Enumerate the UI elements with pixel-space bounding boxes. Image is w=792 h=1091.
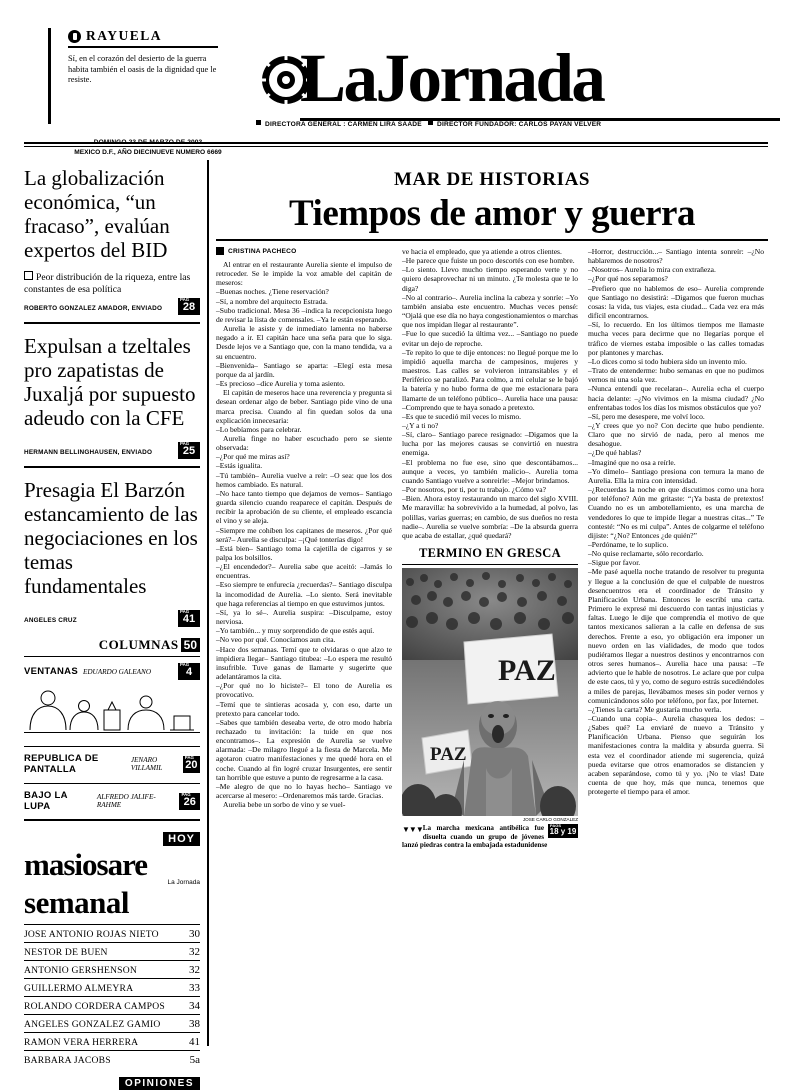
- opinion-author: RAMON VERA HERRERA: [24, 1036, 139, 1048]
- square-bullet-icon: [216, 247, 224, 255]
- page-reference-badge[interactable]: [178, 663, 200, 680]
- masthead: [24, 20, 768, 160]
- opinion-author: BARBARA JACOBS: [24, 1054, 111, 1066]
- news-photo: [402, 568, 578, 816]
- paragraph: –¿De qué hablas?: [588, 448, 642, 458]
- divider: [24, 656, 200, 657]
- banner-text-2: PAZ: [430, 744, 467, 765]
- left-column: [24, 156, 200, 1091]
- photo-credit: JOSE CARLO GONZALEZ: [522, 817, 578, 822]
- article-column-1: [216, 247, 392, 850]
- opinion-author: ANTONIO GERSHENSON: [24, 964, 137, 976]
- hoy-badge: HOY: [163, 832, 200, 846]
- list-item[interactable]: [24, 1014, 200, 1032]
- page-label: PAG: [181, 791, 191, 797]
- cartoon-illustration: [24, 684, 200, 738]
- paragraph: –Nosotros– Aurelia lo mira con extrañeza.: [588, 265, 716, 275]
- opinion-author: ANGELES GONZALEZ GAMIO: [24, 1018, 161, 1030]
- page-number: 18 y 19: [549, 827, 577, 836]
- opinion-page: 33: [189, 981, 200, 994]
- paragraph: –¿Recuerdas la noche en que discutimos como una hora por teléfono? Aún me gritaste: “¡Ya basta de pretextos! Cuando no es un ambotellamiento, es una marcha de vendedores lo que te impide llegar a nuestras citas...” Te contesté: “No es mi culpa”. Antes de colgarme el teléfono dijiste: “¿No? Entonces ¿de quién?”: [588, 485, 764, 540]
- page-number: 25: [182, 445, 196, 457]
- list-item[interactable]: [24, 924, 200, 942]
- column-author: JENARO VILLAMIL: [130, 756, 163, 772]
- photo-caption-text: La marcha mexicana antibélica fue disuelta cuando un grupo de jóvenes lanzó piedras contra la embajada estadunidense: [402, 824, 548, 850]
- list-item[interactable]: [24, 1032, 200, 1050]
- page-number: 26: [183, 795, 196, 808]
- paragraph: –Fue lo que sucedió la última vez... –Santiago no puede evitar un dejo de reproche.: [402, 329, 578, 348]
- column-author: ALFREDO JALIFE-RAHME: [96, 793, 156, 809]
- article-title: Tiempos de amor y guerra: [289, 193, 695, 234]
- left-story[interactable]: [24, 166, 200, 315]
- paragraph: –No hace tanto tiempo que dejamos de vernos– Santiago guarda silencio cuando reaparece el capitán. Después de recibir la aprobación de su cliente, el empleado escancia el vino y se aleja.: [216, 488, 392, 526]
- paragraph: –No quise reclamarte, sólo recordarlo.: [588, 549, 704, 559]
- masthead-rule: [24, 142, 768, 144]
- paragraph: –Cuando una copia–. Aurelia chasquea los dedos: –¿Sabes qué? La enviaré de nuevo a Tránsito y Planificación Urbana. Pienso que seguirán los manifestaciones contra la maldita y absurda guerra. Si esta vez el coordinador atiende mi sugerencia, quizá pueda evitarse que otros enamorados se distancien y acaben separándose, como tú y yo. ¡No te vías! Date cuenta de que hoy, más que nunca, tenemos que protegerte el tiempo para el amor.: [588, 713, 764, 797]
- rayuela-box: [68, 28, 218, 86]
- photo-block: [402, 546, 578, 850]
- arrow-icon: ▼▼▼: [402, 825, 423, 834]
- paragraph: –Temí que te sintieras acosada y, con eso, darte un pretexto para cancelar todo.: [216, 699, 392, 718]
- opinion-page: 38: [189, 1017, 200, 1030]
- title-rule: [216, 239, 768, 241]
- column-author: EDUARDO GALEANO: [82, 667, 152, 676]
- list-item[interactable]: [24, 1050, 200, 1068]
- credit-founder: DIRECTOR FUNDADOR: CARLOS PAYAN VELVER: [436, 121, 602, 128]
- divider: [24, 466, 200, 468]
- lajornada-small-label: La Jornada: [167, 879, 200, 886]
- masthead-credits: [256, 120, 601, 128]
- article-columns: [216, 247, 768, 850]
- square-bullet-icon: [24, 271, 33, 280]
- page-reference-badge[interactable]: [178, 442, 200, 459]
- paragraph: –Es precioso –dice Aurelia y toma asiento.: [216, 379, 345, 389]
- logo: [260, 38, 780, 124]
- paragraph: –Estás igualita.: [216, 461, 263, 471]
- divider: [24, 746, 200, 747]
- paragraph: –Te repito lo que te dije entonces: no llegué porque me lo impidió aquella marcha de campesinos, mujeres y maestros. Las calles se volvieron intransitables y el Periférico se paralizó. Para colmo, a mi celular se le bajó la batería y no hubo forma de que me estacionara para llamarte de un teléfono público–. Aurelia hace una pausa: –Comprendo que te haya sonado a pretexto.: [402, 347, 578, 412]
- logo-wordmark: LaJornada: [300, 40, 604, 116]
- paragraph: –Me alegro de que no lo hayas hecho– Santiago ve acercarse al mesero: –Ordenaremos más tarde. Gracias.: [216, 781, 392, 801]
- page-reference-badge[interactable]: [178, 298, 200, 315]
- divider: [402, 564, 578, 565]
- paragraph: –¿Por qué no lo hiciste?– El tono de Aurelia es provocativo.: [216, 681, 392, 700]
- paragraph: –Sí, pero me desespere, me volví loco.: [588, 411, 705, 421]
- opiniones-footer: [24, 1073, 200, 1091]
- paragraph: –¿Por qué me miras así?: [216, 452, 290, 462]
- paragraph: –¿Y a ti no?: [402, 420, 439, 430]
- paragraph: –Sí, claro– Santiago parece resignado: –Digamos que la lucha por las mejores causas se convirtió en nuestra enemiga.: [402, 430, 578, 458]
- bullet-icon: [256, 120, 261, 125]
- dateline-issue: MEXICO D.F., AÑO DIECINUEVE NUMERO 6669: [74, 148, 222, 156]
- paragraph: –He parece que fuiste un poco descortés con ese hombre.: [402, 256, 575, 266]
- paragraph: Aurelia le asiste y de inmediato lamenta no haberse negado a ir. El capitán hace una seña para que lo siga. Desde lejos ve a Santiago que, con la mano tendida, va a su encuentro.: [216, 324, 392, 361]
- article-column-2: [402, 247, 578, 850]
- paragraph: –Perdóname, te lo suplico.: [588, 540, 669, 549]
- column-entry[interactable]: [24, 753, 200, 775]
- page-label: PAG: [180, 441, 190, 446]
- columnas-label: COLUMNAS: [98, 637, 179, 652]
- page-label: PAG: [180, 609, 190, 614]
- paragraph: –¿El encendedor?– Aurelia sabe que aceitó: –Jamás lo encuentras.: [216, 562, 392, 581]
- opinion-page: 41: [189, 1035, 200, 1048]
- article-author: [216, 247, 392, 255]
- column-name: VENTANAS: [24, 666, 78, 677]
- rayuela-icon: [68, 30, 81, 43]
- page-reference-badge[interactable]: [178, 610, 200, 627]
- column-divider: [207, 160, 209, 1046]
- paragraph: Aurelia finge no haber escuchado pero se siente observada:: [216, 433, 392, 453]
- opinion-author: NESTOR DE BUEN: [24, 946, 108, 958]
- list-item[interactable]: [24, 996, 200, 1014]
- semanal-logo[interactable]: semanal: [24, 885, 129, 920]
- column-entry[interactable]: [24, 663, 200, 680]
- rayuela-text: Sí, en el corazón del desierto de la guerra habita también el oasis de la dignidad que le resiste.: [68, 54, 217, 84]
- story-headline: La globalización económica, “un fracaso”, evalúan expertos del BID: [24, 166, 170, 262]
- hoy-bar: [24, 829, 200, 847]
- news-photo-svg: [402, 568, 578, 816]
- page-label: PAG: [180, 297, 190, 302]
- left-story[interactable]: [24, 334, 200, 459]
- paragraph: ve hacia el empleado, que ya atiende a otros clientes.: [402, 247, 562, 256]
- rayuela-header: [68, 28, 218, 48]
- paragraph: –Lo dices como si todo hubiera sido un invento mío.: [588, 356, 747, 366]
- page-reference-badge[interactable]: [548, 824, 578, 838]
- banner-text: PAZ: [498, 654, 556, 687]
- paragraph: –Nunca entendí que recelaran–. Aurelia echa el cuerpo hacia delante: –¿No vivimos en la misma ciudad? ¿No enfrentabas todos los días los mismos obstáculos que yo?: [588, 384, 764, 412]
- masthead-rule-2: [24, 146, 768, 147]
- opinion-page: 32: [189, 945, 200, 958]
- paragraph: El capitán de meseros hace una reverencia y pregunta si desean ordenar algo de beber. Santiago pide vino de una marca precisa. Cuando al fin quedan solos da una explicación innecesaria:: [216, 388, 392, 425]
- paragraph: –Sí, a nombre del arquitecto Estrada.: [216, 296, 328, 306]
- paragraph: –¿Tienes la carta? Me gustaría mucho verla.: [588, 704, 722, 714]
- paragraph: –Bien. Ahora estoy restaurando un marco del siglo XVIII. Me maravilla: ha sobrevivido a la humedad, al polvo, las polillas, varias guerras; en cambio, de sus dueños no resta nadie–. Aurelia se vuelve sombría: –De la absurda guerra que acaba de estallar, ¿qué quedará?: [402, 494, 578, 540]
- paragraph: –Siempre me cohíben los capitanes de meseros. ¿Por qué será?– Aurelia se disculpa: –¡Qué tonterías digo!: [216, 525, 392, 544]
- bullet-icon: [428, 120, 433, 125]
- paragraph: –El problema no fue ese, sino que descontábamos... aunque a veces, yo también malicio–. Aurelia toma cuando Santiago vuelve a sonreirle: –Mejor brindamos.: [402, 457, 578, 485]
- page-reference-badge[interactable]: [183, 756, 200, 773]
- page-label: PAG: [180, 662, 190, 667]
- opinion-page: 34: [189, 999, 200, 1012]
- paragraph: –Por nosotros, por ti, por tu trabajo. ¿Cómo va?: [402, 485, 546, 495]
- article-author-name: CRISTINA PACHECO: [228, 247, 297, 255]
- paragraph: –Yo dímelo– Santiago presiona con ternura la mano de Aurelia. Ella la mira con intensidad.: [588, 466, 764, 485]
- paragraph: –Buenas noches. ¿Tiene reservación?: [216, 287, 329, 297]
- page-label: PAGS: [550, 823, 562, 828]
- opinion-list: [24, 924, 200, 1068]
- paragraph: –Imaginé que no osa a reírle.: [588, 457, 676, 467]
- paragraph: –Tú también– Aurelia vuelve a reír: –O sea: que los dos hemos cambiado. Es natural.: [216, 470, 392, 489]
- opinion-author: JOSE ANTONIO ROJAS NIETO: [24, 928, 159, 940]
- paragraph: –Es que te sucedió mil veces lo mismo.: [402, 411, 522, 421]
- opinion-author: ROLANDO CORDERA CAMPOS: [24, 1000, 165, 1012]
- page-number: 28: [182, 301, 196, 313]
- paragraph: –Sí, ya lo sé–. Aurelia suspira: –Disculpame, estoy nerviosa.: [216, 607, 392, 627]
- paragraph: –Prefiero que no hablemos de eso– Aurelia comprende que Santiago no desistirá: –Digamos que fueron muchas cosas: la vida, tus viajes, esta ciudad... Cada vez era más difícil encontrarnos.: [588, 283, 764, 321]
- story-subhead-text: Peor distribución de la riqueza, entre las constantes de esa política: [24, 272, 191, 295]
- paragraph: –Lo bebíamos para celebrar.: [216, 424, 302, 434]
- article-column-3: [588, 247, 764, 850]
- cartoon-svg: [24, 684, 200, 738]
- section-kicker: MAR DE HISTORIAS: [393, 169, 591, 190]
- credit-director-general: DIRECTORA GENERAL : CARMEN LIRA SAADE: [265, 121, 422, 128]
- paragraph: Aurelia bebe un sorbo de vino y se vuel-: [223, 800, 346, 810]
- photo-headline: TERMINO EN GRESCA: [419, 546, 561, 560]
- paragraph: –No al contrario–. Aurelia inclina la cabeza y sonríe: –Yo también ansiaba este encuentro. Muchas veces pensé: “Ojalá que ese día no haya congestionamientos o marchas que nos impidan llegar al restaurante”.: [402, 292, 578, 330]
- columnas-header: [24, 637, 200, 653]
- opinion-page: 5a: [189, 1053, 200, 1066]
- rayuela-left-rule: [48, 28, 51, 124]
- paragraph: Al entrar en el restaurante Aurelia siente el impulso de retroceder. Se le impide la voz amable del capitán de meseros:: [216, 260, 392, 288]
- page-number: 20: [185, 758, 198, 771]
- paragraph: –Lo siento. Llevo mucho tiempo esperando verte y no quiero desaprovechar ni un minuto. ¿Te molesta que te lo diga?: [402, 265, 578, 293]
- masiosare-logo[interactable]: masiosare: [24, 847, 148, 882]
- paragraph: –Está bien– Santiago toma la cajetilla de cigarros y se palpa los bolsillos.: [216, 543, 392, 562]
- list-item[interactable]: [24, 978, 200, 996]
- paragraph: –Sí, lo recuerdo. En los últimos tiempos me llamaste mucha veces para decirme que no llegarías porque el tráfico de viernes estaba imposible o las calles tomadas por plantones y marchas.: [588, 320, 764, 357]
- list-item[interactable]: [24, 960, 200, 978]
- paragraph: –Trato de entenderme: hubo semanas en que no pudimos vernos ni una sola vez.: [588, 366, 764, 385]
- opiniones-badge: OPINIONES: [119, 1077, 200, 1090]
- paragraph: –Subo tradicional. Mesa 36 –indica la recepcionista luego de revisar la lista de comensales. –Ya le están esperando.: [216, 305, 392, 324]
- story-subhead: [24, 271, 200, 296]
- column-name: REPUBLICA DE PANTALLA: [24, 753, 99, 775]
- page-number: 4: [185, 666, 193, 678]
- left-story[interactable]: [24, 478, 200, 627]
- paragraph: –Horror, destrucción...– Santiago intenta sonreír: –¿No hablaremos de nosotros?: [588, 247, 764, 266]
- opinion-author: GUILLERMO ALMEYRA: [24, 982, 134, 994]
- main-article: [216, 160, 768, 850]
- paragraph: –Bienvenida– Santiago se aparta: –Elegí esta mesa porque da al jardín.: [216, 360, 392, 379]
- divider: [24, 783, 200, 784]
- list-item[interactable]: [24, 942, 200, 960]
- paragraph: –Hace dos semanas. Temí que te olvidaras o que alzo te impidiera llegar– Santiago titubea: –Lo espera me resultó insufrible. Tuve ganas de llamarte y sugerirte que adelantáramos la cita.: [216, 644, 392, 682]
- story-byline: ROBERTO GONZALEZ AMADOR, ENVIADO: [24, 305, 163, 312]
- photo-caption: [402, 824, 578, 850]
- divider: [24, 322, 200, 324]
- opinion-page: 30: [189, 927, 200, 940]
- page-reference-badge[interactable]: [179, 793, 200, 810]
- story-headline: Expulsan a tzeltales pro zapatistas de Juxaljá por supuesto adeudo con la CFE: [24, 334, 196, 430]
- paragraph: –¿Por qué nos separamos?: [588, 274, 668, 284]
- paragraph: –Yo también... y muy sorprendido de que estés aquí.: [216, 626, 375, 636]
- paragraph: –No veo por qué. Conocíamos aun cita.: [216, 635, 336, 645]
- story-headline: Presagia El Barzón estancamiento de las negociaciones en los temas fundamentales: [24, 478, 198, 598]
- paragraph: –Sigue por favor.: [588, 558, 641, 568]
- opinion-page: 32: [189, 963, 200, 976]
- column-entry[interactable]: [24, 790, 200, 812]
- paragraph: –Sabes que también deseaba verte, de otro modo habría rechazado tu invitación: la tuide en que nos encontramos–. La expresión de Aurelia se vuelve alarmada: –De milagro llegué a la fiesta de Marcela. Me agotaron cuatro manifestaciones y me quedé hora en el coche. Cuando al fin logré cruzar Insurgentes, ere sentir tan horrible que estuve a punto de regresarme a la casa.: [216, 717, 392, 782]
- columnas-count: 50: [181, 638, 200, 652]
- page-label: PAG: [184, 754, 194, 760]
- paragraph: –¿Y crees que yo no? Con decirte que hubo pendiente. Claro que no sirvió de nada, pero al menos me desahogue.: [588, 420, 764, 449]
- story-byline: HERMANN BELLINGHAUSEN, ENVIADO: [24, 449, 153, 456]
- page-number: 41: [182, 613, 196, 625]
- paragraph: –Eso siempre te enfurecía ¿recuerdas?– Santiago disculpa la incomodidad de Aurelia. –Lo siento. Será inevitable que haga referencias al tiempo en que estuvimos juntos.: [216, 580, 392, 608]
- story-byline: ANGELES CRUZ: [24, 617, 77, 624]
- rayuela-title: RAYUELA: [86, 28, 163, 43]
- divider: [24, 819, 200, 821]
- paragraph: –Me pasé aquella noche tratando de resolver tu pregunta y llegue a la conclusión de que el culpable de nuestros desencuentros era el coordinador de Tránsito y Planificación Urbana. Entonces le escribí una carta. Primero le expresé mi descuerdo con tantas injusticias y faltas. Luego le dije que comprendía el motivo de que tantos mexicanos salieran a la calle en defensa de sus derechos. Frente a eso, yo obligación era imponer un nuevo orden en las vialidades, de modo que todos pudiéramos llegar a nuestros destinos y encontrarnos con otros seres humanos–. Aurelia hace una pausa: –Te advierto que le hable de nosotros. Le aclare que por culpa de este caos, tú y yo, como de seguro estrás sucediéndoles a miles de parejas, llevábamos meses sin poder vernos y comunicándonos sólo por teléfono, por fax, por Internet.: [588, 567, 764, 705]
- column-name: BAJO LA LUPA: [24, 790, 68, 812]
- dateline: [48, 138, 248, 157]
